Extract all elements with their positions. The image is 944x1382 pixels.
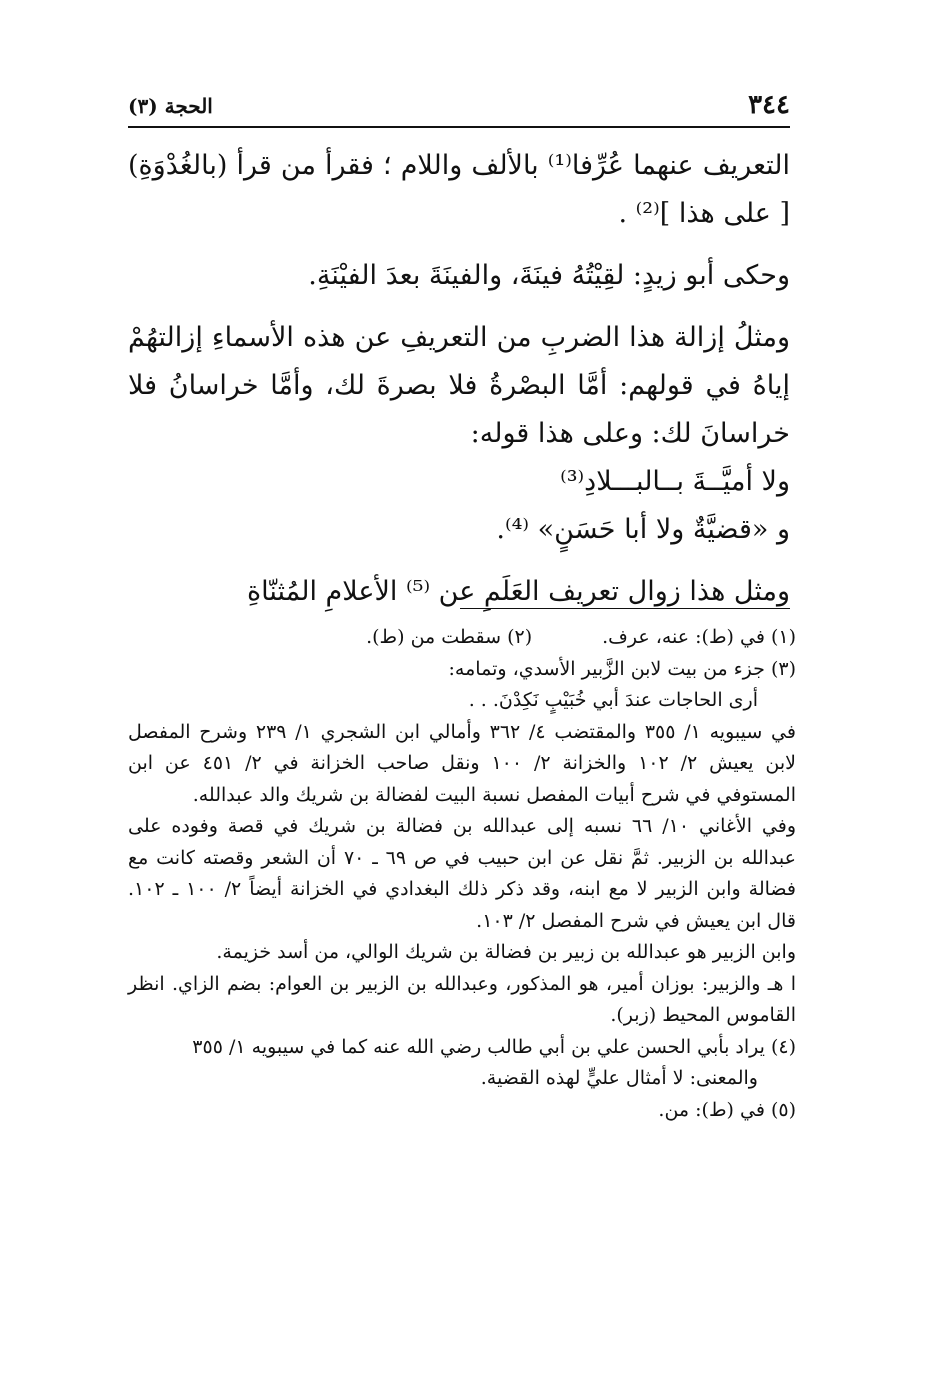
- footnote-4: (٤) يراد بأبي الحسن علي بن أبي طالب رضي الله عنه كما في سيبويه ١/ ٣٥٥: [192, 1035, 796, 1058]
- running-title: الحجة (٣): [128, 94, 213, 118]
- body-paragraph: ومثلُ إزالة هذا الضربِ من التعريفِ عن هذه الأسماءِ إزالتهُمْ إياهُ في قولهم: أمَّا البصْرةُ فلا بصرةَ لك، وأمَّا خراسانُ فلا خراسانَ لك: وعلى هذا قوله:: [128, 322, 790, 449]
- footnote-3-paragraph: في سيبويه ١/ ٣٥٥ والمقتضب ٤/ ٣٦٢ وأمالي ابن الشجري ١/ ٢٣٩ وشرح المفصل لابن يعيش ٢/ ١٠٢ والخزانة ٢/ ١٠٠ ونقل صاحب الخزانة في ٢/ ٤٥١ عن ابن المستوفي في شرح أبيات المفصل نسبة البيت لفضالة بن شريك والد عبدالله.: [128, 720, 796, 806]
- footnote-3-verse: أرى الحاجات عندَ أبي خُبَيْبٍ نَكِدْنَ. . .: [468, 689, 758, 711]
- footnote-3-paragraph: وفي الأغاني ١٠/ ٦٦ نسبه إلى عبدالله بن فضالة بن شريك في قصة وفوده على عبدالله بن الزبير. ثمَّ نقل عن ابن حبيب في ص ٦٩ ـ ٧٠ أن الشعر وقصته كانت مع فضالة وابن الزبير لا مع ابنه، وقد ذكر ذلك البغدادي في الخزانة أيضاً ٢/ ١٠٠ ـ ١٠٢. قال ابن يعيش في شرح المفصل ٢/ ١٠٣.: [128, 815, 796, 932]
- body-paragraph: وحكى أبو زيدٍ: لقِيْتُهُ فينَةَ، والفينَةَ بعدَ الفيْنَةِ.: [308, 260, 790, 291]
- body-paragraph: التعريف عنهما عُرِّفا⁽¹⁾ بالألف واللام ؛ فقرأ من قرأ (بالغُدْوَةِ) [ على هذا ]⁽²⁾ .: [128, 150, 790, 229]
- footnote-4-continued: والمعنى: لا أمثال عليٍّ لهذه القضية.: [480, 1067, 758, 1089]
- main-text: [128, 142, 790, 616]
- page-number: ٣٤٤: [748, 90, 790, 120]
- footnote-divider: [460, 608, 790, 609]
- footnote-1: (١) في (ط): عنه، عرف.: [602, 626, 796, 648]
- footnotes: [128, 622, 796, 1126]
- footnote-row: [128, 622, 796, 654]
- footnote-5: (٥) في (ط): من.: [658, 1098, 796, 1121]
- body-paragraph: ومثل هذا زوال تعريف العَلَمِ عن ⁽⁵⁾ الأعلامِ المُثنّاةِ: [246, 576, 790, 607]
- verse-line: ولا أميَّــةَ بــالبـــلادِ⁽³⁾: [560, 466, 790, 497]
- page-header: [128, 88, 790, 128]
- footnote-2: (٢) سقطت من (ط).: [366, 626, 533, 648]
- footnote-3-paragraph: ا هـ والزبير: بوزان أمير، هو المذكور، وعبدالله بن الزبير بن العوام: بضم الزاي. انظر القاموس المحيط (زبر).: [128, 972, 796, 1026]
- footnote-3-intro: (٣) جزء من بيت لابن الزَّبير الأسدي، وتمامه:: [448, 657, 796, 680]
- verse-line: و «قضيَّةٌ ولا أبا حَسَنٍ» ⁽⁴⁾.: [496, 514, 790, 545]
- footnote-3-paragraph: وابن الزبير هو عبدالله بن زبير بن فضالة بن شريك الوالي، من أسد خزيمة.: [216, 941, 796, 963]
